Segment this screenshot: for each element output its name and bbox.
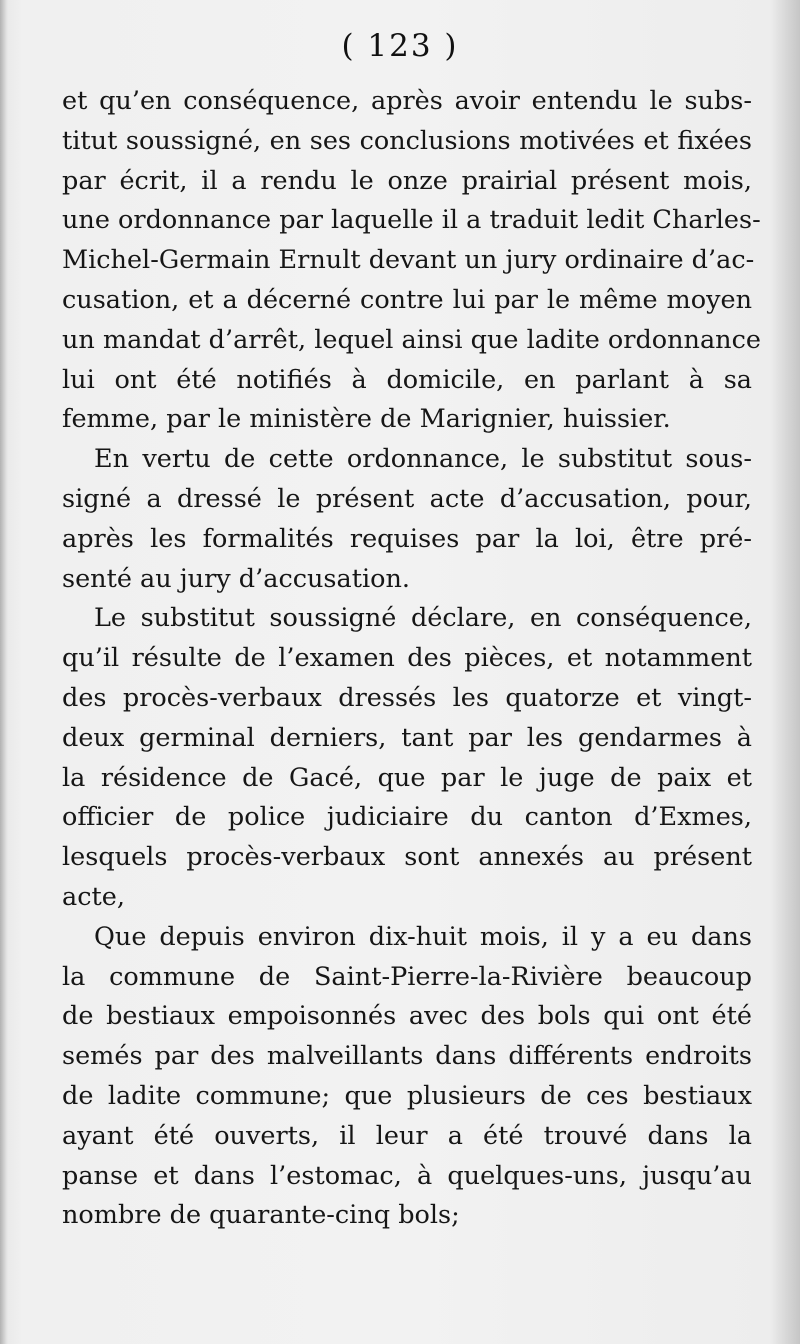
text-line: par écrit, il a rendu le onze prairial présent mois, bbox=[62, 165, 752, 196]
paragraph-start-line: Le substitut soussigné déclare, en conséquence, bbox=[94, 603, 752, 634]
text-line: semés par des malveillants dans différents endroits bbox=[62, 1041, 752, 1072]
text-line: de ladite commune; que plusieurs de ces bestiaux bbox=[62, 1080, 752, 1111]
body-text bbox=[62, 82, 761, 1236]
text-line: qu’il résulte de l’examen des pièces, et notamment bbox=[62, 643, 752, 674]
text-line: après les formalités requises par la loi, être pré- bbox=[62, 523, 752, 554]
text-line: une ordonnance par laquelle il a traduit ledit Charles- bbox=[62, 205, 761, 236]
paragraph-start-line: En vertu de cette ordonnance, le substitut sous- bbox=[94, 444, 752, 475]
text-line: la résidence de Gacé, que par le juge de paix et bbox=[62, 762, 752, 793]
text-line: deux germinal derniers, tant par les gendarmes à bbox=[62, 722, 752, 753]
text-line: lui ont été notifiés à domicile, en parlant à sa bbox=[62, 364, 752, 395]
text-line: la commune de Saint-Pierre-la-Rivière beaucoup bbox=[62, 961, 752, 992]
text-line: lesquels procès-verbaux sont annexés au présent bbox=[62, 842, 752, 873]
text-line: titut soussigné, en ses conclusions motivées et fixées bbox=[62, 125, 752, 156]
text-line: signé a dressé le présent acte d’accusation, pour, bbox=[62, 483, 752, 514]
text-line: et qu’en conséquence, après avoir entendu le subs- bbox=[62, 86, 752, 116]
text-line: officier de police judiciaire du canton d’Exmes, bbox=[62, 802, 752, 833]
text-line: acte, bbox=[62, 881, 125, 912]
text-line: cusation, et a décerné contre lui par le même moyen bbox=[62, 284, 752, 315]
text-line: nombre de quarante-cinq bols; bbox=[62, 1200, 460, 1231]
page-number: ( 123 ) bbox=[341, 28, 459, 64]
paragraph-start-line: Que depuis environ dix-huit mois, il y a eu dans bbox=[94, 921, 752, 952]
text-line: femme, par le ministère de Marignier, huissier. bbox=[62, 404, 671, 435]
text-line: senté au jury d’accusation. bbox=[62, 563, 410, 594]
binding-shadow bbox=[0, 0, 8, 1344]
text-line: des procès-verbaux dressés les quatorze et vingt- bbox=[62, 682, 752, 713]
text-line: un mandat d’arrêt, lequel ainsi que ladite ordonnance bbox=[62, 324, 761, 355]
text-line: ayant été ouverts, il leur a été trouvé dans la bbox=[62, 1120, 752, 1151]
text-line: panse et dans l’estomac, à quelques-uns, jusqu’au bbox=[62, 1160, 752, 1191]
page-edge-shadow bbox=[770, 0, 800, 1344]
text-line: de bestiaux empoisonnés avec des bols qui ont été bbox=[62, 1001, 752, 1032]
text-line: Michel-Germain Ernult devant un jury ordinaire d’ac- bbox=[62, 245, 755, 276]
